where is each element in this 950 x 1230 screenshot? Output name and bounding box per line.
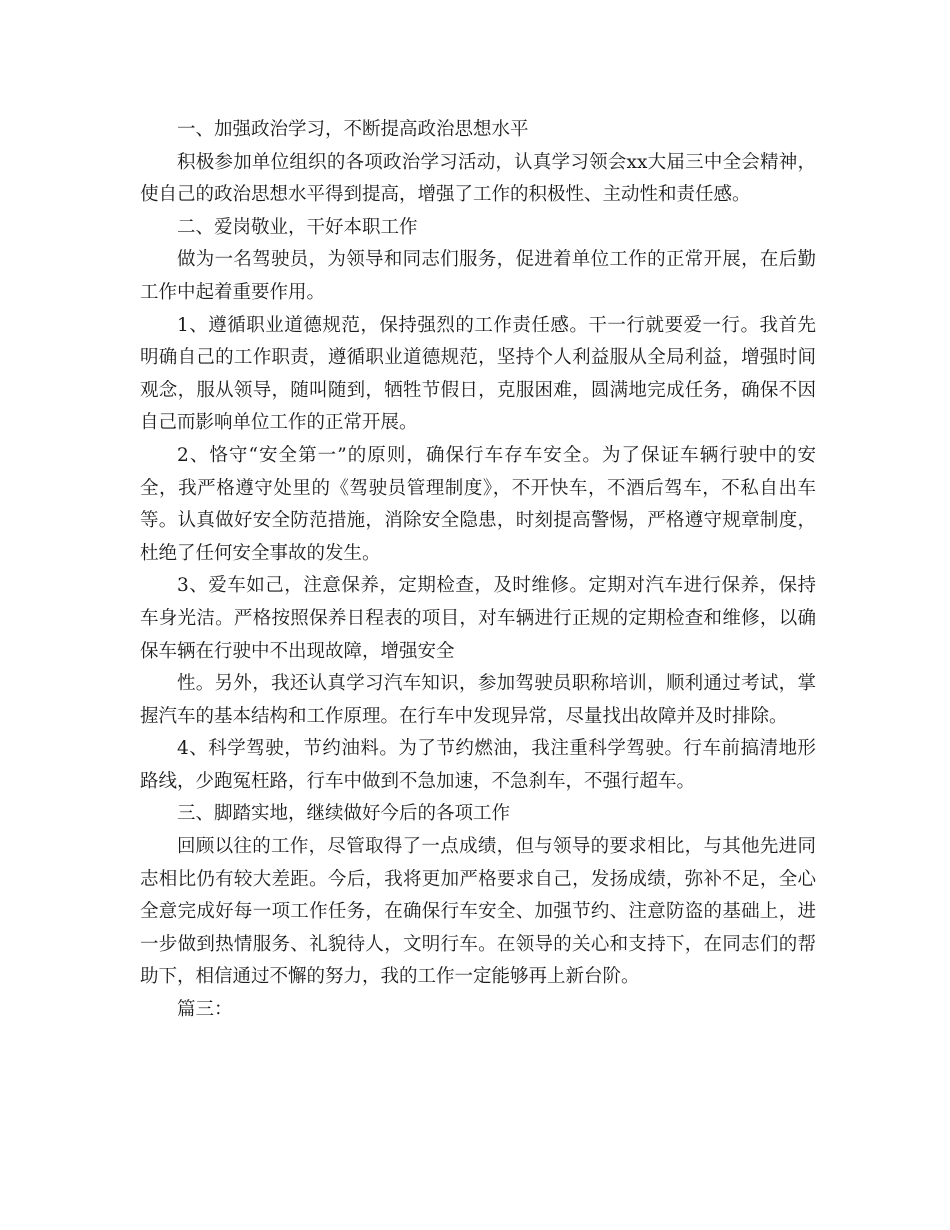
paragraph: 1、遵循职业道德规范，保持强烈的工作责任感。干一行就要爱一行。我首先明确自己的工作职责，遵循职业道德规范，坚持个人利益服从全局利益，增强时间观念，服从领导，随叫随到，牺牲节假日，克服困难，圆满地完成任务，确保不因自己而影响单位工作的正常开展。 [140,314,816,434]
section-heading-3: 三、脚踏实地，继续做好今后的各项工作 [177,803,511,825]
paragraph: 2、恪守“安全第一”的原则，确保行车存车安全。为了保证车辆行驶中的安全，我严格遵守处里的《驾驶员管理制度》，不开快车，不酒后驾车，不私自出车等。认真做好安全防范措施，消除安全隐患，时刻提高警惕，严格遵守规章制度，杜绝了任何安全事故的发生。 [140,444,816,564]
paragraph: 做为一名驾驶员，为领导和同志们服务，促进着单位工作的正常开展，在后勤工作中起着重要作用。 [140,249,816,303]
paragraph: 4、科学驾驶，节约油料。为了节约燃油，我注重科学驾驶。行车前搞清地形路线，少跑冤枉路，行车中做到不急加速，不急刹车，不强行超车。 [140,738,816,792]
paragraph: 性。另外，我还认真学习汽车知识，参加驾驶员职称培训，顺利通过考试，掌握汽车的基本结构和工作原理。在行车中发现异常，尽量找出故障并及时排除。 [140,673,816,727]
paragraph: 3、爱车如己，注意保养，定期检查，及时维修。定期对汽车进行保养，保持车身光洁。严格按照保养日程表的项目，对车辆进行正规的定期检查和维修，以确保车辆在行驶中不出现故障，增强安全 [140,575,816,662]
section-heading-2: 二、爱岗敬业，干好本职工作 [177,216,418,238]
paragraph: 积极参加单位组织的各项政治学习活动，认真学习领会xx大届三中全会精神，使自己的政治思想水平得到提高，增强了工作的积极性、主动性和责任感。 [140,151,816,206]
section-heading-1: 一、加强政治学习，不断提高政治思想水平 [177,119,529,140]
document-body [140,114,816,1027]
chapter-label: 篇三： [177,999,233,1021]
paragraph: 回顾以往的工作，尽管取得了一点成绩，但与领导的要求相比，与其他先进同志相比仍有较大差距。今后，我将更加严格要求自己，发扬成绩，弥补不足，全心全意完成好每一项工作任务，在确保行车安全、加强节约、注意防盗的基础上，进一步做到热情服务、礼貌待人，文明行车。在领导的关心和支持下，在同志们的帮助下，相信通过不懈的努力，我的工作一定能够再上新台阶。 [140,836,816,988]
